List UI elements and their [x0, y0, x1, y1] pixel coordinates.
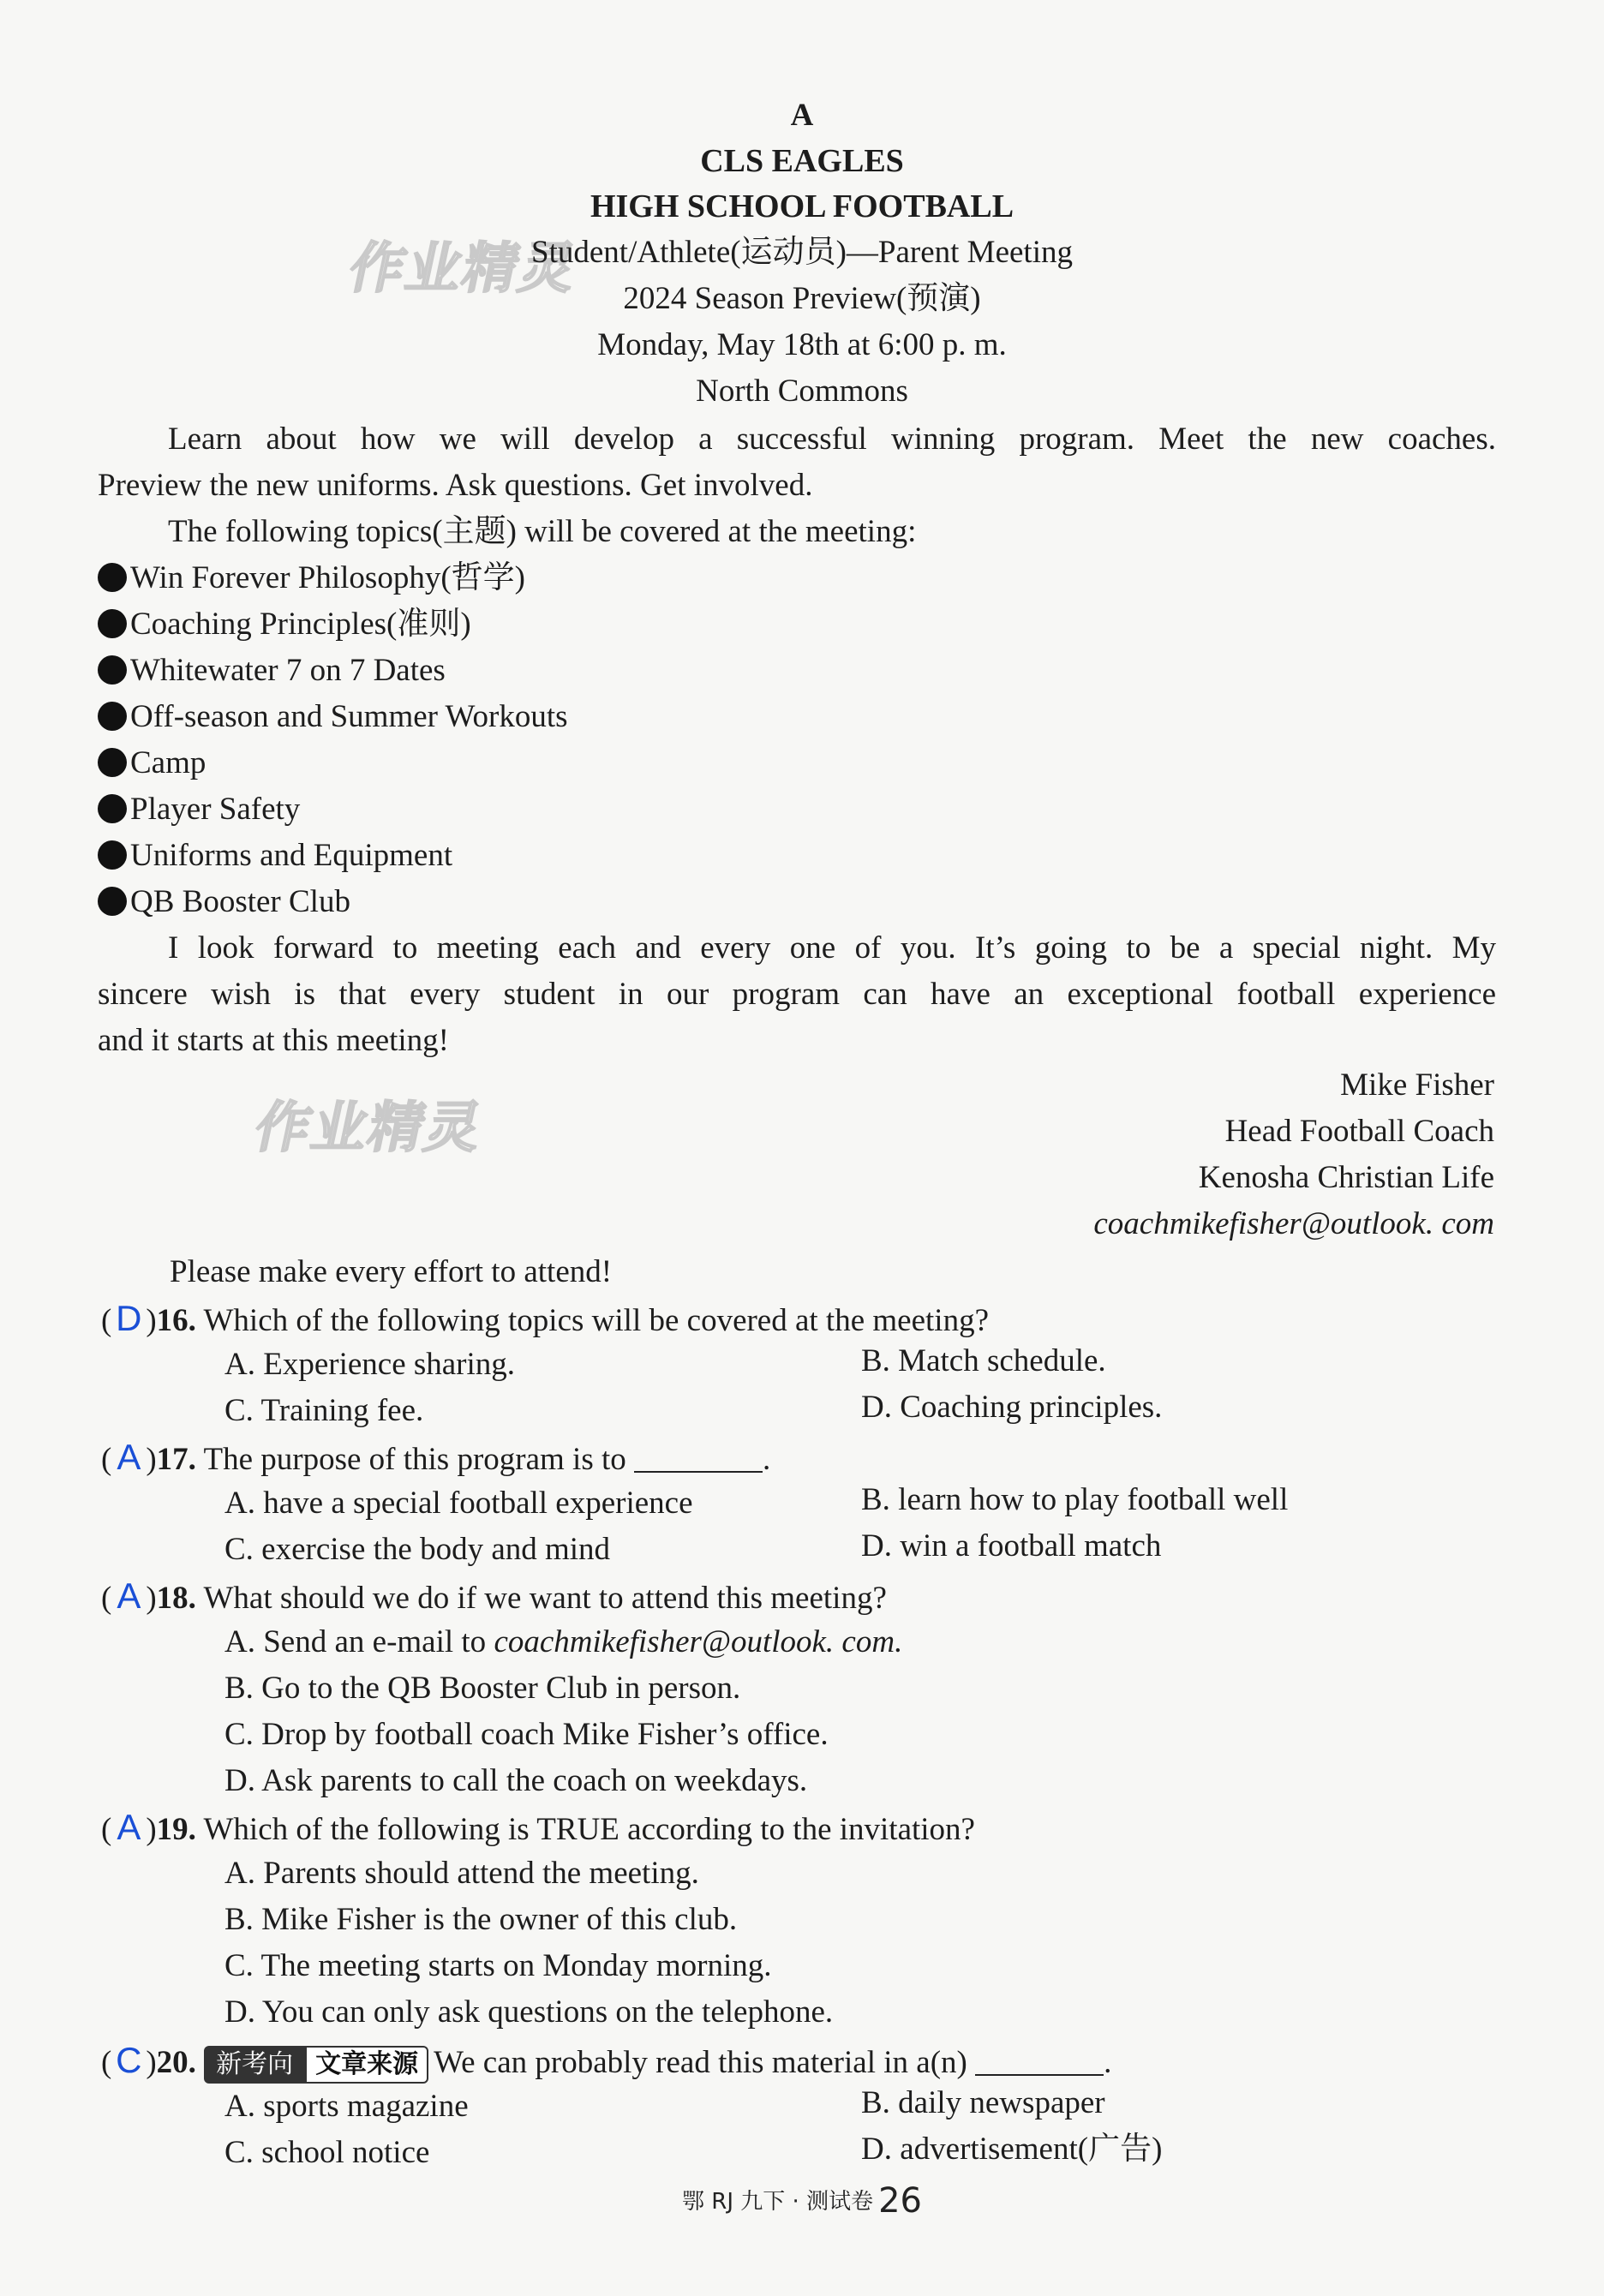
option-a: A. Experience sharing. — [224, 1347, 516, 1382]
intro-line-2: Preview the new uniforms. Ask questions. Get involved. — [98, 468, 813, 503]
bullet-icon — [98, 563, 127, 592]
answer-mark: C — [116, 2040, 142, 2080]
section-letter: A — [790, 98, 814, 133]
option-c: C. Drop by football coach Mike Fisher’s office. — [224, 1717, 829, 1752]
option-b: B. Match schedule. — [861, 1343, 1106, 1378]
answer-blank — [975, 2048, 1104, 2076]
option-a: A. sports magazine — [224, 2089, 469, 2124]
watermark-logo: 作业精灵 — [343, 237, 584, 301]
bullet-icon — [98, 887, 127, 916]
option-b: B. daily newspaper — [861, 2085, 1105, 2120]
option-a: A. Send an e-mail to coachmikefisher@outlook. com. — [224, 1624, 903, 1659]
question-17: ( A )17. The purpose of this program is to . — [101, 1437, 771, 1477]
closing-line-3: and it starts at this meeting! — [98, 1023, 449, 1058]
signature-email[interactable]: coachmikefisher@outlook. com — [1093, 1206, 1494, 1241]
signature-name: Mike Fisher — [1340, 1067, 1494, 1103]
bullet-icon — [98, 840, 127, 870]
intro-line-1: Learn about how we will develop a successful winning program. Meet the new coaches. — [168, 422, 1496, 457]
option-d: D. Ask parents to call the coach on weekdays. — [224, 1763, 808, 1798]
option-b: B. Mike Fisher is the owner of this club. — [224, 1902, 738, 1937]
signature-role: Head Football Coach — [1224, 1114, 1494, 1149]
option-d: D. Coaching principles. — [861, 1390, 1163, 1425]
option-d: D. You can only ask questions on the telephone. — [224, 1994, 834, 2030]
footer-label: 鄂 RJ 九下 · 测试卷 — [682, 2189, 874, 2215]
option-c: C. The meeting starts on Monday morning. — [224, 1948, 772, 1983]
tag-new-direction: 新考向 — [204, 2046, 305, 2084]
topics-intro: The following topics(主题) will be covered at the meeting: — [168, 514, 917, 549]
topic-item: Win Forever Philosophy(哲学) — [98, 559, 525, 598]
heading-title-1: CLS EAGLES — [700, 143, 904, 179]
option-d: D. win a football match — [861, 1528, 1162, 1564]
option-a: A. have a special football experience — [224, 1486, 693, 1521]
question-16: ( D )16. Which of the following topics will be covered at the meeting? — [101, 1298, 989, 1338]
option-c: C. Training fee. — [224, 1393, 424, 1428]
option-a: A. Parents should attend the meeting. — [224, 1856, 699, 1891]
topic-item: Player Safety — [98, 790, 300, 829]
bullet-icon — [98, 655, 127, 685]
topic-item: Camp — [98, 744, 206, 783]
tag-article-source: 文章来源 — [305, 2046, 428, 2084]
page-footer — [0, 2181, 1604, 2221]
bullet-icon — [98, 702, 127, 731]
attend-note: Please make every effort to attend! — [170, 1254, 613, 1289]
bullet-icon — [98, 748, 127, 777]
question-20: ( C )20. 新考向 文章来源 We can probably read this material in a(n) . — [101, 2041, 1111, 2084]
answer-mark: A — [117, 1437, 141, 1477]
answer-mark: D — [116, 1298, 142, 1338]
page-number: 26 — [878, 2181, 922, 2221]
question-19: ( A )19. Which of the following is TRUE according to the invitation? — [101, 1807, 975, 1847]
topic-item: QB Booster Club — [98, 882, 350, 922]
answer-mark: A — [117, 1576, 141, 1616]
topic-item: Coaching Principles(准则) — [98, 605, 471, 644]
answer-mark: A — [117, 1807, 141, 1847]
meeting-subtitle: Student/Athlete(运动员)—Parent Meeting — [531, 235, 1073, 270]
option-c: C. school notice — [224, 2135, 430, 2170]
closing-line-2: sincere wish is that every student in our program can have an exceptional football experience — [98, 977, 1496, 1012]
topic-item: Whitewater 7 on 7 Dates — [98, 651, 446, 691]
watermark-logo: 作业精灵 — [248, 1097, 489, 1160]
option-b: B. learn how to play football well — [861, 1482, 1289, 1517]
option-b: B. Go to the QB Booster Club in person. — [224, 1671, 741, 1706]
heading-title-2: HIGH SCHOOL FOOTBALL — [590, 188, 1014, 224]
bullet-icon — [98, 794, 127, 823]
meeting-place: North Commons — [696, 374, 908, 409]
closing-line-1: I look forward to meeting each and every one of you. It’s going to be a special night. My — [168, 930, 1496, 966]
option-d: D. advertisement(广告) — [861, 2132, 1163, 2167]
topic-item: Uniforms and Equipment — [98, 836, 452, 876]
question-18: ( A )18. What should we do if we want to attend this meeting? — [101, 1576, 887, 1616]
signature-org: Kenosha Christian Life — [1198, 1160, 1494, 1195]
bullet-icon — [98, 609, 127, 638]
answer-blank — [634, 1445, 763, 1473]
option-c: C. exercise the body and mind — [224, 1532, 611, 1567]
topic-item: Off-season and Summer Workouts — [98, 697, 568, 737]
meeting-date: Monday, May 18th at 6:00 p. m. — [597, 327, 1007, 362]
season-preview: 2024 Season Preview(预演) — [623, 281, 981, 316]
